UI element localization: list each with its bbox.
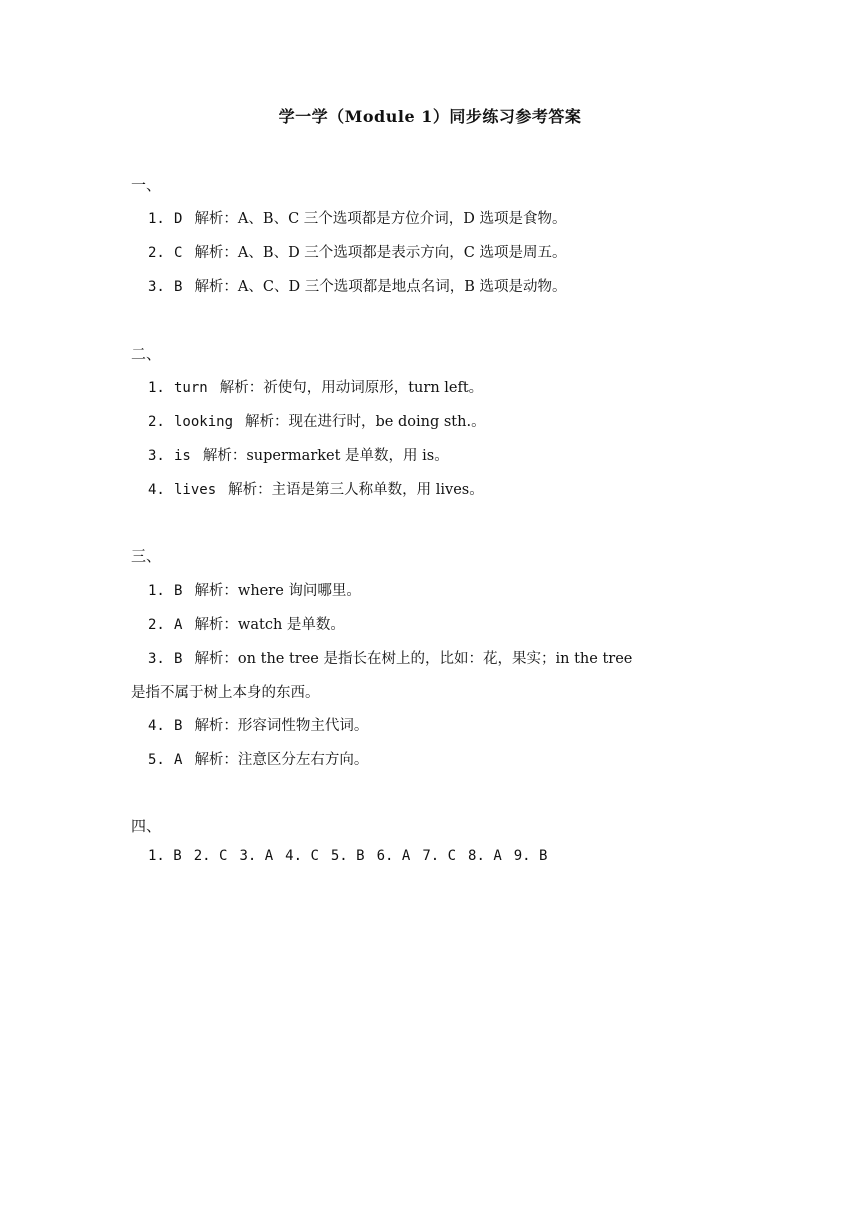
item-explanation: 解析：where 询问哪里。 [194,583,361,599]
answer-line [148,478,484,499]
answer-line [148,444,449,465]
item-answer: turn [174,380,208,396]
answer-item: 6. A [376,848,411,864]
answer-item: 9. B [513,848,548,864]
item-number: 1. [148,583,165,599]
item-explanation: 解析：祈使句，用动词原形，turn left。 [219,380,484,396]
answer-line [148,275,567,296]
answer-item: 3. A [239,848,274,864]
item-explanation: 解析：A、B、C 三个选项都是方位介词，D 选项是食物。 [194,211,567,227]
item-explanation: 解析：on the tree 是指长在树上的，比如：花，果实；in the tree [194,651,633,667]
answer-line [148,748,368,769]
section-heading-3: 三、 [131,547,162,565]
section-heading-1: 一、 [131,176,162,194]
answer-item: 1. B [148,848,182,864]
item-number: 4. [148,718,165,734]
item-answer: is [174,448,191,464]
item-answer: C [174,245,183,261]
document-title: 学一学（Module 1）同步练习参考答案 [278,107,582,126]
item-number: 2. [148,617,165,633]
section-heading-2: 二、 [131,345,162,363]
answer-row [148,848,559,864]
item-answer: B [174,651,183,667]
answer-item: 5. B [330,848,365,864]
answer-item: 8. A [468,848,502,864]
answer-line [148,579,361,600]
answer-line [148,241,567,262]
item-number: 2. [148,245,165,261]
item-answer: B [174,718,183,734]
item-answer: A [174,752,183,768]
item-answer: B [174,583,183,599]
item-number: 1. [148,380,165,396]
item-number: 2. [148,414,165,430]
item-answer: looking [174,414,234,430]
item-explanation-continuation: 是指不属于树上本身的东西。 [131,685,320,701]
item-number: 1. [148,211,165,227]
answer-line [148,613,345,634]
answer-line [148,714,368,735]
item-explanation: 解析：注意区分左右方向。 [194,752,369,768]
answer-item: 4. C [285,848,319,864]
item-explanation: 解析：形容词性物主代词。 [194,718,369,734]
item-number: 5. [148,752,165,768]
item-explanation: 解析：watch 是单数。 [194,617,345,633]
item-explanation: 解析：A、B、D 三个选项都是表示方向，C 选项是周五。 [194,245,567,261]
item-explanation: 解析：supermarket 是单数，用 is。 [202,448,449,464]
item-number: 3. [148,651,165,667]
item-answer: D [174,211,183,227]
answer-line [148,647,632,668]
answer-line [148,410,486,431]
item-number: 3. [148,279,165,295]
answer-item: 7. C [422,848,457,864]
item-explanation: 解析：主语是第三人称单数，用 lives。 [228,482,484,498]
answer-item: 2. C [193,848,228,864]
item-answer: B [174,279,183,295]
answer-line [148,376,483,397]
item-number: 4. [148,482,165,498]
item-answer: lives [174,482,217,498]
item-explanation: 解析：A、C、D 三个选项都是地点名词，B 选项是动物。 [194,279,567,295]
item-number: 3. [148,448,165,464]
item-answer: A [174,617,183,633]
answer-line [148,207,567,228]
item-explanation: 解析：现在进行时，be doing sth.。 [245,414,486,430]
section-heading-4: 四、 [131,817,162,835]
